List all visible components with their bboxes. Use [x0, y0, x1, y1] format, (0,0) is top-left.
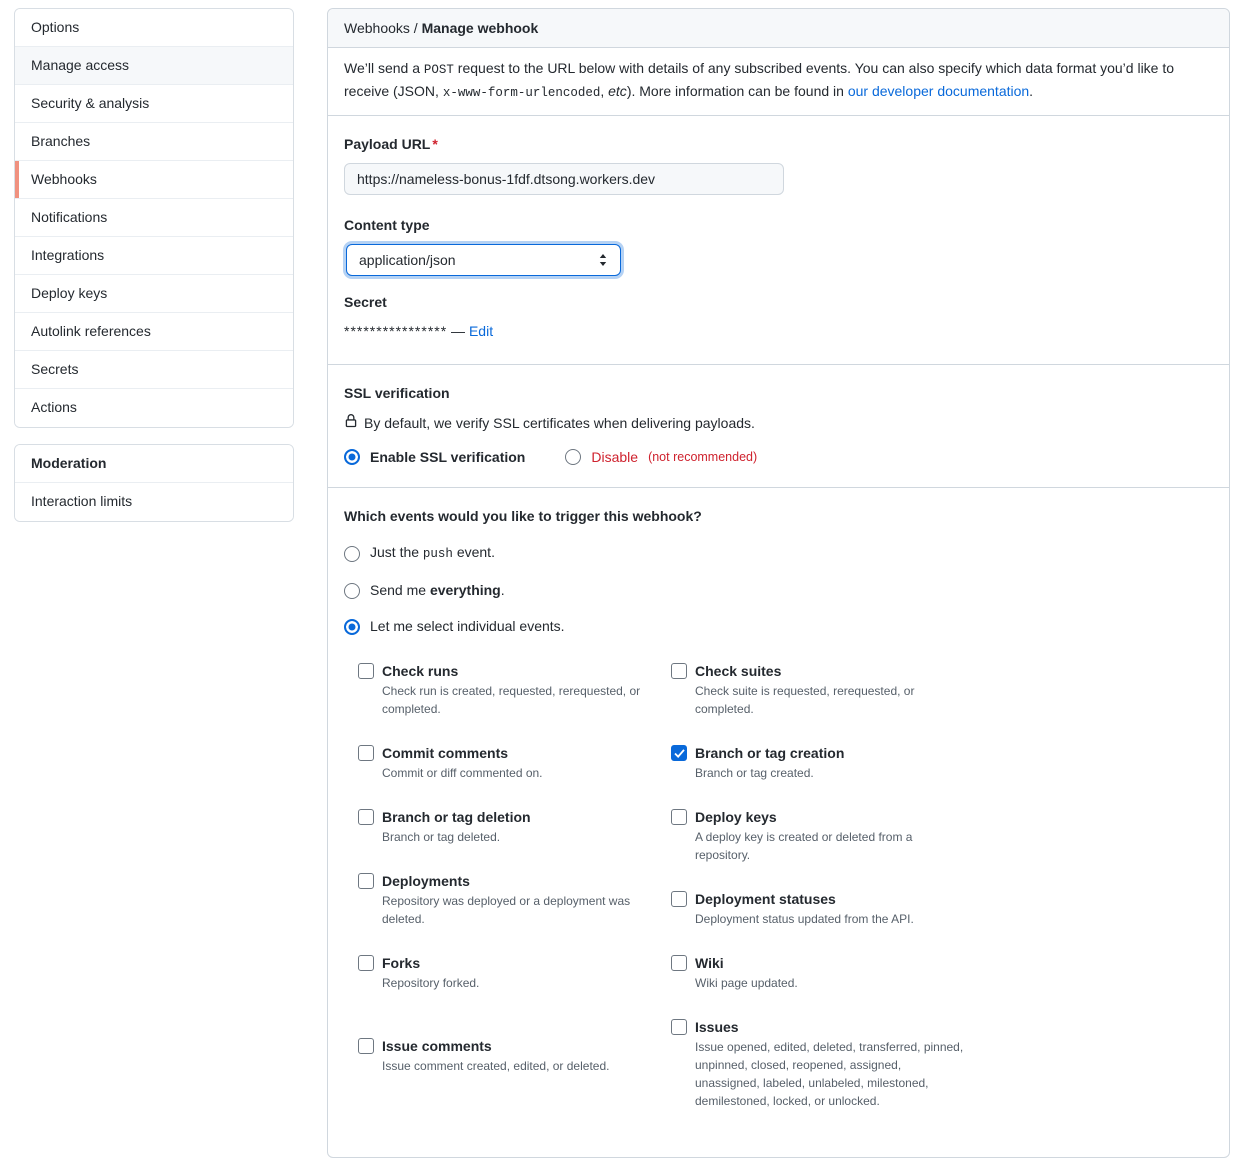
ssl-disable-label[interactable]: Disable: [591, 449, 639, 465]
event-item-deployment-statuses: [671, 889, 971, 928]
event-item-deploy-keys: [671, 807, 971, 864]
intro-code-urlencoded: x-www-form-urlencoded: [442, 86, 601, 100]
content-type-value: application/json: [359, 252, 456, 268]
ssl-disable-option: [565, 449, 757, 465]
events-question: Which events would you like to trigger this webhook?: [344, 508, 702, 524]
event-description: Issue opened, edited, deleted, transferred, pinned, unpinned, closed, reopened, assigned, unassigned, labeled, unlabeled, milestoned, demilestoned, locked, or unlocked.: [695, 1040, 964, 1108]
ssl-radio-group: [344, 449, 1213, 465]
label-text: Send me: [370, 582, 430, 598]
wiki-checkbox[interactable]: [671, 955, 687, 971]
moderation-nav-box: [14, 444, 294, 522]
sidebar-item-branches[interactable]: Branches: [15, 123, 293, 161]
secret-row: [344, 321, 1213, 342]
intro-text: .: [1029, 83, 1034, 99]
event-title[interactable]: Issue comments: [382, 1038, 492, 1054]
check-runs-checkbox[interactable]: [358, 663, 374, 679]
moderation-header: Moderation: [15, 445, 293, 483]
ssl-note: [344, 412, 1213, 434]
event-everything-label[interactable]: [370, 580, 505, 601]
ssl-enable-radio[interactable]: [344, 449, 360, 465]
sidebar-item-security-analysis[interactable]: Security & analysis: [15, 85, 293, 123]
breadcrumb-webhooks-link[interactable]: Webhooks: [344, 20, 410, 36]
lock-icon: [344, 413, 358, 434]
ssl-disable-radio[interactable]: [565, 449, 581, 465]
secret-masked-value: ****************: [344, 323, 448, 339]
event-title[interactable]: Commit comments: [382, 745, 509, 761]
developer-documentation-link[interactable]: our developer documentation: [847, 83, 1030, 99]
event-title[interactable]: Deployment statuses: [695, 891, 836, 907]
webhook-form-section: [328, 116, 1229, 365]
ssl-verification-section: [328, 365, 1229, 488]
content-type-label: Content type: [344, 217, 430, 233]
secret-dash: —: [447, 323, 469, 339]
commit-comments-checkbox[interactable]: [358, 745, 374, 761]
event-item-check-runs: [358, 661, 658, 718]
sidebar-item-secrets[interactable]: Secrets: [15, 351, 293, 389]
event-item-branch-tag-creation: [671, 743, 971, 782]
event-everything-radio[interactable]: [344, 583, 360, 599]
ssl-enable-option: [344, 449, 525, 465]
event-title[interactable]: Forks: [382, 955, 421, 971]
ssl-verification-title: SSL verification: [344, 385, 450, 401]
sidebar-item-deploy-keys[interactable]: Deploy keys: [15, 275, 293, 313]
webhook-panel: [327, 8, 1230, 1158]
event-item-wiki: [671, 953, 971, 992]
deployments-checkbox[interactable]: [358, 873, 374, 889]
check-suites-checkbox[interactable]: [671, 663, 687, 679]
event-description: Wiki page updated.: [695, 976, 798, 990]
label-text: .: [500, 582, 505, 598]
intro-text: ,: [600, 83, 609, 99]
event-push-label[interactable]: [370, 542, 495, 565]
webhook-intro-text: [328, 48, 1229, 116]
event-title[interactable]: Check runs: [382, 663, 459, 679]
intro-etc: etc: [608, 83, 627, 99]
breadcrumb-separator: /: [409, 20, 422, 36]
sidebar-item-webhooks[interactable]: Webhooks: [15, 161, 293, 199]
intro-code-post: POST: [423, 63, 454, 77]
event-item-deployments: [358, 871, 658, 928]
sidebar-item-manage-access[interactable]: Manage access: [15, 47, 293, 85]
event-description: Repository was deployed or a deployment was deleted.: [382, 894, 631, 926]
event-item-issue-comments: [358, 1036, 658, 1075]
issue-comments-checkbox[interactable]: [358, 1038, 374, 1054]
ssl-enable-label[interactable]: Enable SSL verification: [370, 449, 526, 465]
event-description: Issue comment created, edited, or deleted.: [382, 1059, 610, 1073]
event-title[interactable]: Deployments: [382, 873, 470, 889]
branch-tag-creation-checkbox[interactable]: [671, 745, 687, 761]
event-individual-label[interactable]: Let me select individual events.: [370, 618, 565, 634]
branch-tag-deletion-checkbox[interactable]: [358, 809, 374, 825]
event-item-forks: [358, 953, 658, 992]
intro-text: request to the URL below with details of any subscribed events. You can also specify which data format you’d like to receive (JSON,: [344, 60, 1175, 99]
ssl-note-text: By default, we verify SSL certificates when delivering payloads.: [364, 414, 755, 431]
sidebar-item-autolink-references[interactable]: Autolink references: [15, 313, 293, 351]
label-text: Just the: [370, 544, 423, 560]
sidebar-item-notifications[interactable]: Notifications: [15, 199, 293, 237]
event-title[interactable]: Issues: [695, 1019, 739, 1035]
required-asterisk: *: [432, 136, 438, 152]
label-text: event.: [452, 544, 495, 560]
deploy-keys-checkbox[interactable]: [671, 809, 687, 825]
sidebar-item-options[interactable]: Options: [15, 9, 293, 47]
secret-label: Secret: [344, 294, 387, 310]
event-title[interactable]: Check suites: [695, 663, 782, 679]
sidebar-item-actions[interactable]: Actions: [15, 389, 293, 427]
sidebar-item-integrations[interactable]: Integrations: [15, 237, 293, 275]
content-type-select[interactable]: [346, 244, 621, 276]
push-code: push: [422, 547, 453, 561]
deployment-statuses-checkbox[interactable]: [671, 891, 687, 907]
event-description: Check run is created, requested, rerequested, or completed.: [382, 684, 641, 716]
settings-sidebar: [14, 8, 294, 522]
secret-edit-link[interactable]: Edit: [468, 323, 494, 339]
event-description: Repository forked.: [382, 976, 480, 990]
event-option-everything: [344, 580, 1213, 601]
event-item-check-suites: [671, 661, 971, 718]
event-description: Deployment status updated from the API.: [695, 912, 914, 926]
event-title[interactable]: Deploy keys: [695, 809, 777, 825]
event-push-radio[interactable]: [344, 546, 360, 562]
settings-nav-box: [14, 8, 294, 428]
issues-checkbox[interactable]: [671, 1019, 687, 1035]
events-section: [328, 488, 1229, 1157]
ssl-disable-note: (not recommended): [648, 450, 758, 464]
breadcrumb: [328, 9, 1229, 48]
intro-text: We’ll send a: [344, 60, 424, 76]
everything-bold: everything: [429, 582, 501, 598]
payload-url-label-text: Payload URL: [344, 136, 431, 152]
forks-checkbox[interactable]: [358, 955, 374, 971]
event-option-push: [344, 542, 1213, 565]
event-option-individual: [344, 616, 1213, 637]
event-description: Check suite is requested, rerequested, or completed.: [695, 684, 915, 716]
breadcrumb-current: Manage webhook: [421, 20, 539, 36]
event-description: Commit or diff commented on.: [382, 766, 543, 780]
payload-url-input[interactable]: [344, 163, 784, 195]
payload-url-label: [344, 134, 1213, 155]
event-individual-radio[interactable]: [344, 619, 360, 635]
event-item-commit-comments: [358, 743, 658, 782]
event-description: A deploy key is created or deleted from a repository.: [695, 830, 913, 862]
intro-text: ). More information can be found in: [626, 83, 848, 99]
sidebar-item-interaction-limits[interactable]: Interaction limits: [15, 483, 293, 521]
event-title[interactable]: Branch or tag creation: [695, 745, 845, 761]
event-description: Branch or tag created.: [695, 766, 814, 780]
event-title[interactable]: Branch or tag deletion: [382, 809, 531, 825]
event-item-branch-tag-deletion: [358, 807, 658, 846]
event-description: Branch or tag deleted.: [382, 830, 501, 844]
event-title[interactable]: Wiki: [695, 955, 724, 971]
select-updown-icon: [598, 253, 608, 267]
